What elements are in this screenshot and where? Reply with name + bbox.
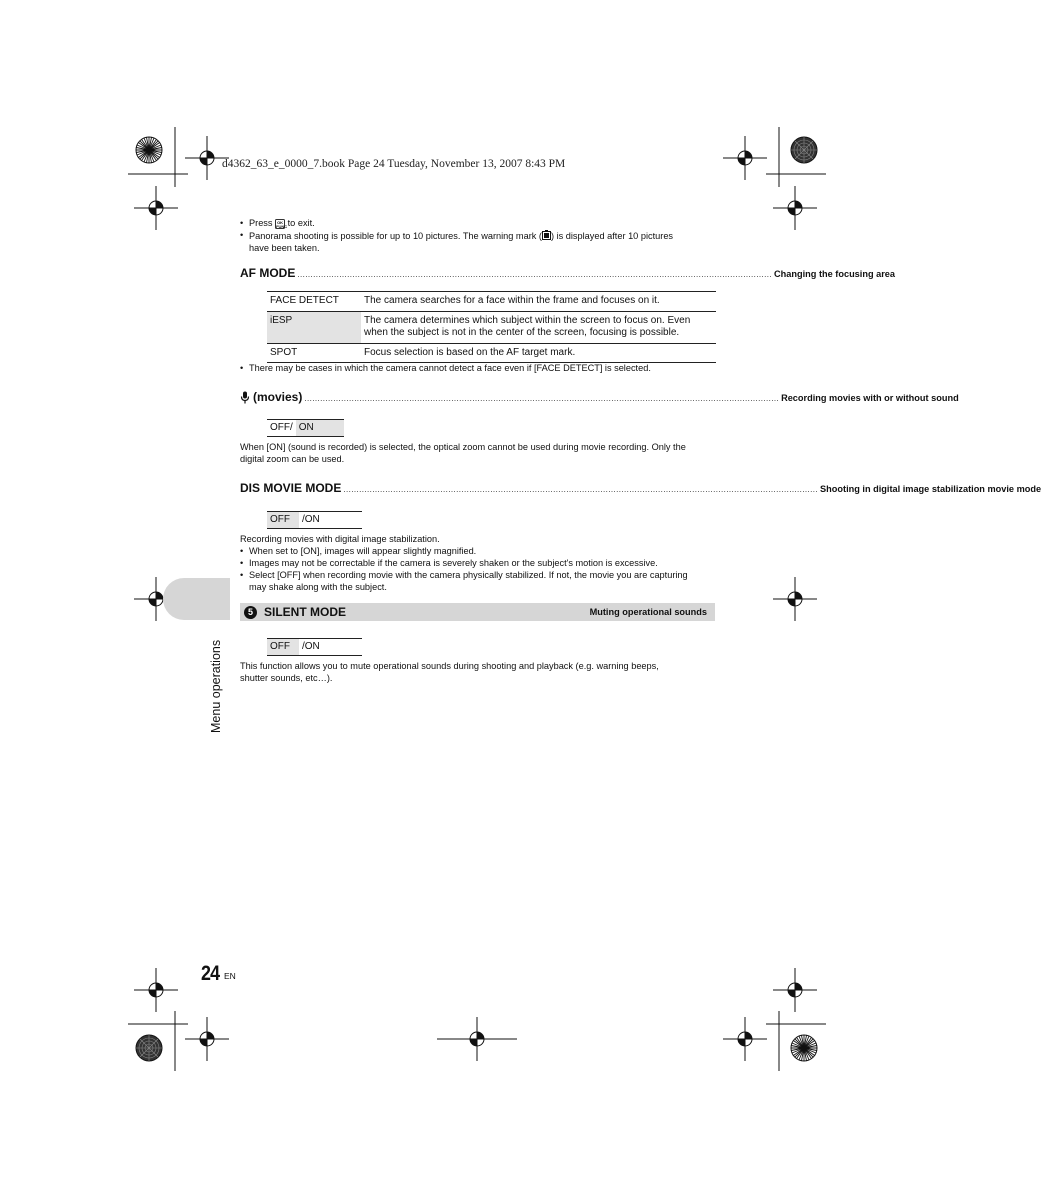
dis-bullet <box>240 558 716 570</box>
movies-title: (movies) <box>253 390 303 404</box>
panorama-warning-icon <box>542 230 551 240</box>
bullet-dot: • <box>240 546 244 556</box>
silent-desc-line1: This function allows you to mute operational sounds during shooting and playback (e.g. warning beeps, <box>240 661 659 671</box>
af-mode-subtitle: Changing the focusing area <box>774 269 896 279</box>
dis-options <box>267 511 362 529</box>
option-off: OFF <box>267 512 299 528</box>
panorama-text: Panorama shooting is possible for up to 10 pictures. The warning mark ( <box>249 231 542 241</box>
af-option-spot: SPOT <box>267 343 361 363</box>
bullet-dot: • <box>240 570 244 580</box>
af-note-text: There may be cases in which the camera cannot detect a face even if [FACE DETECT] is selected. <box>249 363 651 373</box>
leader-dots: ..................................................................................................................................................................................... <box>304 394 780 403</box>
dis-movie-mode-subtitle: Shooting in digital image stabilization movie mode <box>820 484 1041 494</box>
bullet-dot: • <box>240 558 244 568</box>
af-option-desc: The camera determines which subject within the screen to focus on. Even when the subject is not in the center of the screen, focusing is possible. <box>361 311 716 343</box>
bullet-dot: • <box>240 230 244 240</box>
leader-dots: ..................................................................................................................................................................................... <box>343 485 819 494</box>
movies-description <box>240 442 716 465</box>
dis-movie-mode-heading <box>240 481 1041 495</box>
dis-bullet <box>240 570 716 593</box>
bullet-press-to-exit <box>240 218 716 230</box>
number-five-badge: 5 <box>244 606 257 619</box>
to-exit-label: to exit. <box>287 218 315 228</box>
press-label: Press <box>249 218 273 228</box>
option-on: /ON <box>302 641 320 652</box>
af-option-desc: Focus selection is based on the AF target mark. <box>361 343 716 363</box>
microphone-icon <box>240 391 250 404</box>
dis-movie-mode-title: DIS MOVIE MODE <box>240 481 342 495</box>
movies-heading <box>240 390 959 404</box>
panorama-text-after: ) is displayed after 10 pictures <box>550 231 674 241</box>
movies-desc-line1: When [ON] (sound is recorded) is selected, the optical zoom cannot be used during movie recording. Only the <box>240 442 686 452</box>
silent-mode-subtitle: Muting operational sounds <box>589 607 707 617</box>
af-mode-table <box>267 291 716 363</box>
bullet-dot: • <box>240 218 244 228</box>
movies-subtitle: Recording movies with or without sound <box>781 393 959 403</box>
movies-options <box>267 419 344 437</box>
af-mode-title: AF MODE <box>240 266 296 280</box>
option-on: ON <box>296 420 344 436</box>
option-off: OFF/ <box>270 422 293 433</box>
af-mode-note <box>240 363 716 375</box>
table-row <box>267 311 716 343</box>
language-code: EN <box>224 971 236 981</box>
af-option-face-detect: FACE DETECT <box>267 292 361 312</box>
func-label: FUNC <box>276 224 288 229</box>
silent-options <box>267 638 362 656</box>
af-option-iesp: iESP <box>267 311 361 343</box>
ok-label: OK <box>277 219 284 225</box>
dis-description: Recording movies with digital image stabilization. <box>240 534 440 544</box>
silent-mode-title: SILENT MODE <box>264 605 347 619</box>
dis-bullet-text: Select [OFF] when recording movie with the camera physically stabilized. If not, the movie you are capturing <box>249 570 688 580</box>
af-option-desc: The camera searches for a face within the frame and focuses on it. <box>361 292 716 312</box>
dis-bullet-text-cont: may shake along with the subject. <box>249 581 387 592</box>
leader-dots: ..................................................................................................................................................................................... <box>297 270 773 279</box>
dis-bullet <box>240 546 716 558</box>
option-on: /ON <box>302 514 320 525</box>
page-number: 24 <box>201 962 220 985</box>
option-off: OFF <box>267 639 299 655</box>
file-info-header: d4362_63_e_0000_7.book Page 24 Tuesday, November 13, 2007 8:43 PM <box>222 158 566 170</box>
silent-description <box>240 661 716 684</box>
ok-func-button-icon <box>275 219 288 229</box>
table-row <box>267 343 716 363</box>
side-tab-label: Menu operations <box>209 639 223 733</box>
movies-desc-line2: digital zoom can be used. <box>240 453 345 464</box>
table-row <box>267 292 716 312</box>
dis-bullet-text: When set to [ON], images will appear slightly magnified. <box>249 546 477 556</box>
silent-mode-heading <box>240 603 715 621</box>
silent-desc-line2: shutter sounds, etc…). <box>240 672 333 683</box>
dis-bullet-text: Images may not be correctable if the camera is severely shaken or the subject's motion is excessive. <box>249 558 658 568</box>
bullet-panorama <box>240 230 716 254</box>
af-mode-heading <box>240 266 896 280</box>
bullet-dot: • <box>240 363 244 373</box>
section-side-tab <box>163 578 230 620</box>
panorama-text-line2: have been taken. <box>249 242 320 253</box>
